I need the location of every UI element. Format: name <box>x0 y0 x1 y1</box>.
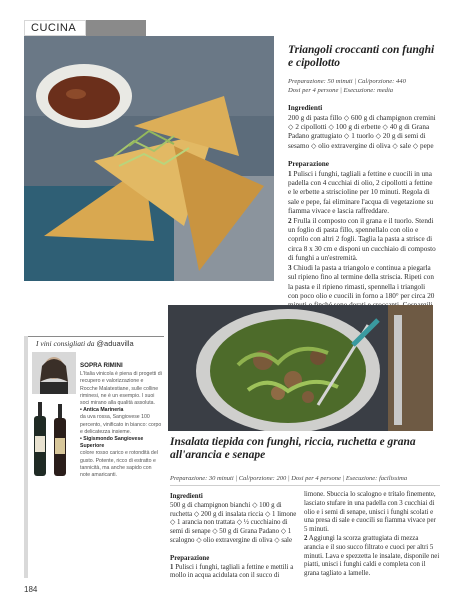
recipe-2-title: Insalata tiepida con funghi, riccia, ruchetta e grana all'arancia e senape <box>170 436 416 461</box>
recipe-2-ingredients: 500 g di champignon bianchi ◇ 100 g di ruchetta ◇ 200 g di insalata riccia ◇ 1 limone ◇ 1 arancia non trattata ◇ ½ cucchiaino di semi di senape ◇ 50 g di Grana Padano ◇ 1 scalogno ◇ olio extravergine di oliva ◇ sale <box>170 501 297 544</box>
recipe-1-meta-line2: Dosi per 4 persone | Esecuzione: media <box>288 86 394 94</box>
step-text: Frulla il composto con il grana e il tuorlo. Stendi un foglio di pasta fillo, spennellalo con olio e coprilo con altri 2 fogli. Taglia la pasta a strisce di circa 8 x 30 cm e disponi un cucchiaio di composto di funghi a un'estremità. <box>288 216 436 263</box>
recipe-1-meta <box>288 78 436 95</box>
recipe-2-step-1b: limone. Sbuccia lo scalogno e trítalo finemente, lasciato stufare in una padella con 3 cucchiai di olio e i semi di senape, unisci i funghi scolati e una presa di sale e cuocili su fiamma vivace per 5 minuti. <box>304 491 436 534</box>
wine-box-side-bar <box>24 336 28 578</box>
section-label: CUCINA <box>31 22 77 34</box>
step-number: 1 <box>288 169 292 178</box>
wine-1-description: da uva rossa, Sangiovese 100 percento, vinificato in bianco: corpo e delicatezza insieme. <box>80 414 162 435</box>
photo-warm-salad <box>168 305 433 431</box>
recipe-1-meta-line1: Preparazione: 50 minuti | Cal/porzione: 440 <box>288 78 406 85</box>
wine-2-description: colore rosso carico e rotondità del gusto. Potente, ricco di estratto e tannicità, ma anche sapido con note amaricanti. <box>80 450 158 479</box>
step-number: 2 <box>288 216 292 225</box>
recipe-1-step-2 <box>288 217 436 264</box>
step-number: 2 <box>304 534 308 542</box>
recipe-2-step-1a <box>170 564 298 582</box>
recipe-2-column-1 <box>170 491 298 581</box>
wine-1-name: • Antica Marineria <box>80 407 124 414</box>
bottles-illustration <box>32 402 76 476</box>
section-tag-bar <box>86 20 146 36</box>
photo-phyllo-illustration <box>24 36 274 281</box>
recipe-2-ingredients-heading: Ingredienti <box>170 493 203 500</box>
step-text: Aggiungi la scorza grattugiata di mezza arancia e il suo succo filtrato e cuoci per altri 5 minuti. Lava e spezzetta le insalate, disponile nei piatti, unisci i funghi caldi e completa con il grana tagliato a lamelle. <box>304 534 440 578</box>
photo-salad-illustration <box>168 305 433 431</box>
recipe-2-step-2 <box>304 535 440 579</box>
section-tag <box>24 20 86 36</box>
wine-box-top-rule <box>24 336 164 337</box>
wine-box-text <box>80 362 162 479</box>
wine-box-heading <box>36 339 164 348</box>
step-number: 1 <box>170 563 174 571</box>
recipe-2-prep-heading: Preparazione <box>170 554 210 562</box>
wine-intro: L'Italia vinicola è piena di progetti di recupero e valorizzazione e Rocche Malatestiane, sulle colline riminesi, ne è un esempio. I suoi soci mirano alla qualità assoluta. <box>80 371 162 407</box>
wine-box-heading-text: I vini consigliati da <box>36 339 95 348</box>
wine-box-handle: @aduavilla <box>96 339 134 348</box>
recipe-1-ingredients: 200 g di pasta fillo ◇ 600 g di champignon cremini ◇ 2 cipollotti ◇ 100 g di erbette ◇ 40 g di Grana Padano grattugiato ◇ 1 tuorlo ◇ 20 g di semi di sesamo ◇ olio extravergine di oliva ◇ sale ◇ pepe <box>288 113 436 150</box>
wine-bottles <box>32 402 76 476</box>
recipe-2-column-2 <box>304 491 440 579</box>
recipe-1-ingredients-heading: Ingredienti <box>288 104 323 113</box>
sommelier-portrait <box>32 352 76 394</box>
page-number: 184 <box>24 585 38 594</box>
step-text: Chiudi la pasta a triangolo e continua a piegarla sul ripieno fino al termine della striscia. Ripeti con la pasta e il ripieno rimasti, spennella i triangoli con poco olio e cuocili in forno a 180° per circa 20 <box>288 263 435 300</box>
recipe-1-title: Triangoli croccanti con funghi e cipollotto <box>288 44 435 69</box>
step-text: Pulisci i funghi, tagliali a fettine e cuocili in una padella con 4 cucchiai di olio, 2 cipollotti a fettine e le erbette a striscioline per 10 minuti. Regola di sale e pepe, fai eliminare l'acqua di vegetazione su fiamma vivace e lascia raffreddare. <box>288 169 434 216</box>
wine-2-name: • Sigismondo Sangiovese Superiore <box>80 436 144 450</box>
step-number: 3 <box>288 263 292 272</box>
step-text: Pulisci i funghi, tagliali a fettine e mettili a mollo in acqua acidulata con il succo di <box>170 563 294 580</box>
recipe-1-step-1 <box>288 170 436 217</box>
recipe-2-meta: Preparazione: 30 minuti | Cal/porzione: 200 | Dosi per 4 persone | Esecuzione: facilissima <box>170 475 408 482</box>
photo-phyllo-triangles <box>24 36 274 281</box>
recipe-1-prep-heading: Preparazione <box>288 160 329 169</box>
recipe-1 <box>288 44 436 320</box>
portrait-illustration <box>32 352 76 394</box>
recipe-2-rule <box>170 485 440 486</box>
winery-name: SOPRA RIMINI <box>80 362 123 369</box>
